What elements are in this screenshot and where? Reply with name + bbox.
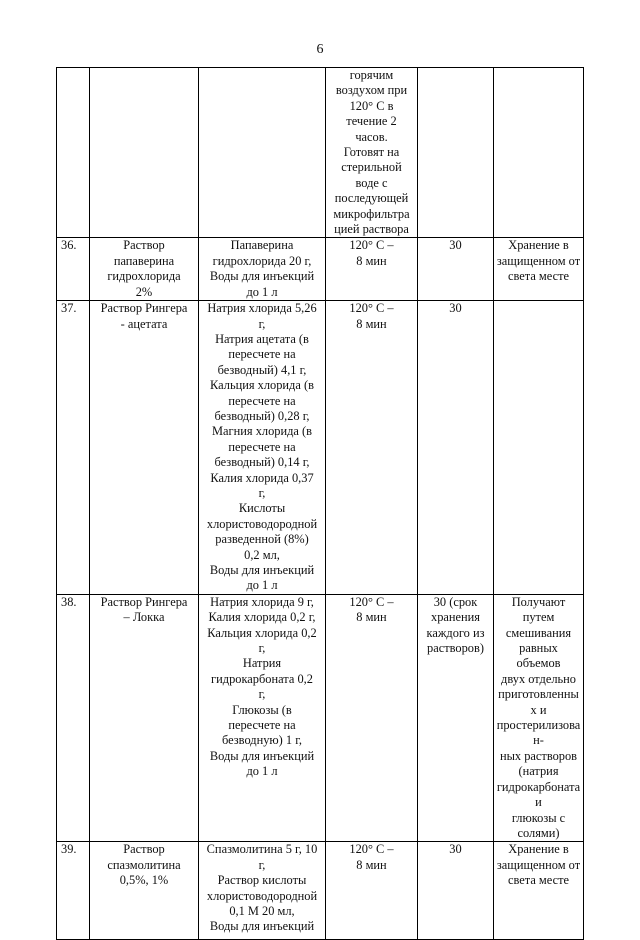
cell-line: пересчете на [228, 347, 296, 362]
sterilization-table [56, 67, 584, 940]
shelf-life-cell [418, 301, 494, 595]
cell-line: Раствор [123, 842, 165, 857]
cell-line: гидрохлорида 20 г, [212, 253, 312, 268]
cell-line: безводный) 0,14 г, [214, 455, 310, 470]
cell-line: до 1 л [246, 284, 278, 299]
composition-cell [199, 594, 326, 842]
cell-line: двух отдельно [501, 671, 576, 686]
cell-line: Кальция хлорида 0,2 [207, 625, 317, 640]
cell-line: до 1 л [246, 764, 278, 779]
cell-line: до 1 л [246, 578, 278, 593]
solution-name-cell [90, 238, 199, 301]
solution-name-cell [90, 842, 199, 940]
cell-line: пересчете на [228, 718, 296, 733]
cell-line: воде с [355, 175, 388, 190]
cell-line: 120° С – [349, 238, 394, 253]
cell-line: равных объемов [516, 641, 561, 671]
cell-line: 30 (срок [433, 594, 478, 609]
cell-line: растворов) [427, 641, 484, 656]
cell-line: Раствор Рингера [100, 301, 188, 316]
cell-line: света месте [507, 873, 569, 888]
cell-line: последующей [334, 191, 409, 206]
cell-line: Раствор кислоты [217, 873, 307, 888]
cell-line: спазмолитина [107, 857, 181, 872]
sterilization-mode-cell [326, 842, 418, 940]
cell-line: хранения [431, 610, 480, 625]
cell-line: каждого из [426, 625, 485, 640]
cell-line: Глюкозы (в [232, 702, 292, 717]
composition-cell [199, 301, 326, 595]
cell-line: Кислоты [238, 501, 286, 516]
shelf-life-cell [418, 842, 494, 940]
cell-line: 8 мин [356, 610, 387, 625]
solution-name-cell [90, 594, 199, 842]
cell-line: г, [258, 316, 266, 331]
row-number-cell [57, 68, 90, 238]
cell-line: г, [258, 857, 266, 872]
cell-line: глюкозы с солями) [511, 810, 566, 840]
table-row [57, 594, 584, 842]
cell-line: разведенной (8%) [215, 532, 309, 547]
cell-line: 0,1 М 20 мл, [229, 903, 295, 918]
notes-cell [494, 301, 584, 595]
cell-line: 0,2 мл, [244, 547, 280, 562]
cell-line: пересчете на [228, 393, 296, 408]
cell-line: 120° С в [349, 98, 394, 113]
composition-cell [199, 842, 326, 940]
shelf-life-cell [418, 68, 494, 238]
cell-line: Получают путем [511, 594, 566, 625]
cell-line: Папаверина [230, 238, 294, 253]
notes-cell [494, 842, 584, 940]
cell-line: приготовленных и [498, 687, 579, 717]
cell-line: - ацетата [120, 316, 168, 331]
cell-line: (натрия [518, 764, 559, 779]
table-row [57, 238, 584, 301]
cell-line: 120° С – [349, 842, 394, 857]
cell-line: г, [258, 485, 266, 500]
cell-line: г, [258, 687, 266, 702]
row-number-cell: 37. [57, 301, 90, 595]
cell-line: гидрокарбоната 0,2 [211, 671, 313, 686]
cell-line: Натрия [242, 656, 282, 671]
cell-line: безводный) 4,1 г, [217, 362, 307, 377]
composition-cell [199, 238, 326, 301]
cell-line: хлористоводородной [206, 516, 318, 531]
cell-line: Воды для инъекций [209, 919, 315, 934]
row-number-cell: 36. [57, 238, 90, 301]
cell-line: воздухом при [335, 83, 408, 98]
sterilization-mode-cell [326, 301, 418, 595]
sterilization-mode-cell [326, 594, 418, 842]
cell-line: Натрия хлорида 5,26 [207, 301, 317, 316]
cell-line: защищенном от [496, 857, 581, 872]
cell-line: – Локка [123, 610, 165, 625]
cell-line: Хранение в [508, 238, 569, 253]
table-row [57, 68, 584, 238]
cell-line: 120° С – [349, 301, 394, 316]
cell-line: Спазмолитина 5 г, 10 [206, 842, 318, 857]
cell-line: Воды для инъекций [209, 269, 315, 284]
cell-line: безводную) 1 г, [222, 733, 302, 748]
table-row [57, 301, 584, 595]
row-number-cell: 39. [57, 842, 90, 940]
page-number: 6 [316, 42, 324, 57]
cell-line: цией раствора [334, 222, 409, 237]
cell-line: ных растворов [499, 748, 578, 763]
cell-line: Воды для инъекций [209, 748, 315, 763]
cell-line: хлористоводородной [206, 888, 318, 903]
cell-line: 8 мин [356, 316, 387, 331]
composition-cell [199, 68, 326, 238]
solution-name-cell [90, 68, 199, 238]
cell-line: гидрохлорида [107, 269, 181, 284]
cell-line: Кальция хлорида (в [210, 378, 314, 393]
cell-line: 8 мин [356, 253, 387, 268]
cell-line: стерильной [341, 160, 402, 175]
cell-line: света месте [507, 269, 569, 284]
cell-line: 120° С – [349, 594, 394, 609]
shelf-life-cell [418, 594, 494, 842]
cell-line: защищенном от [496, 253, 581, 268]
cell-line: 0,5%, 1% [119, 873, 169, 888]
table-row [57, 842, 584, 940]
cell-line: часов. [355, 129, 388, 144]
cell-line: простерилизован- [496, 718, 581, 748]
cell-line: горячим [349, 68, 394, 82]
cell-line: 30 [449, 238, 462, 253]
cell-line: 30 [449, 301, 462, 316]
cell-line: 8 мин [356, 857, 387, 872]
notes-cell [494, 68, 584, 238]
shelf-life-cell [418, 238, 494, 301]
cell-line: смешивания [505, 625, 572, 640]
cell-line: Натрия хлорида 9 г, [210, 594, 314, 609]
sterilization-mode-cell [326, 238, 418, 301]
row-number-cell: 38. [57, 594, 90, 842]
cell-line: Хранение в [508, 842, 569, 857]
cell-line: Калия хлорида 0,2 г, [208, 610, 316, 625]
cell-line: Натрия ацетата (в [215, 331, 309, 346]
cell-line: Раствор [123, 238, 165, 253]
cell-line: 2% [135, 284, 153, 299]
sterilization-mode-cell [326, 68, 418, 238]
cell-line: Магния хлорида (в [212, 424, 312, 439]
cell-line: Раствор Рингера [100, 594, 188, 609]
cell-line: папаверина [113, 253, 175, 268]
cell-line: Калия хлорида 0,37 [210, 470, 314, 485]
cell-line: 30 [449, 842, 462, 857]
notes-cell [494, 594, 584, 842]
cell-line: Воды для инъекций [209, 563, 315, 577]
cell-line: течение 2 [346, 114, 397, 129]
solution-name-cell [90, 301, 199, 595]
cell-line: микрофильтра [333, 206, 410, 221]
cell-line: Готовят на [343, 145, 400, 160]
cell-line: пересчете на [228, 439, 296, 454]
cell-line: безводный) 0,28 г, [214, 408, 310, 423]
notes-cell [494, 238, 584, 301]
cell-line: г, [258, 641, 266, 656]
cell-line: гидрокарбоната и [496, 779, 581, 810]
